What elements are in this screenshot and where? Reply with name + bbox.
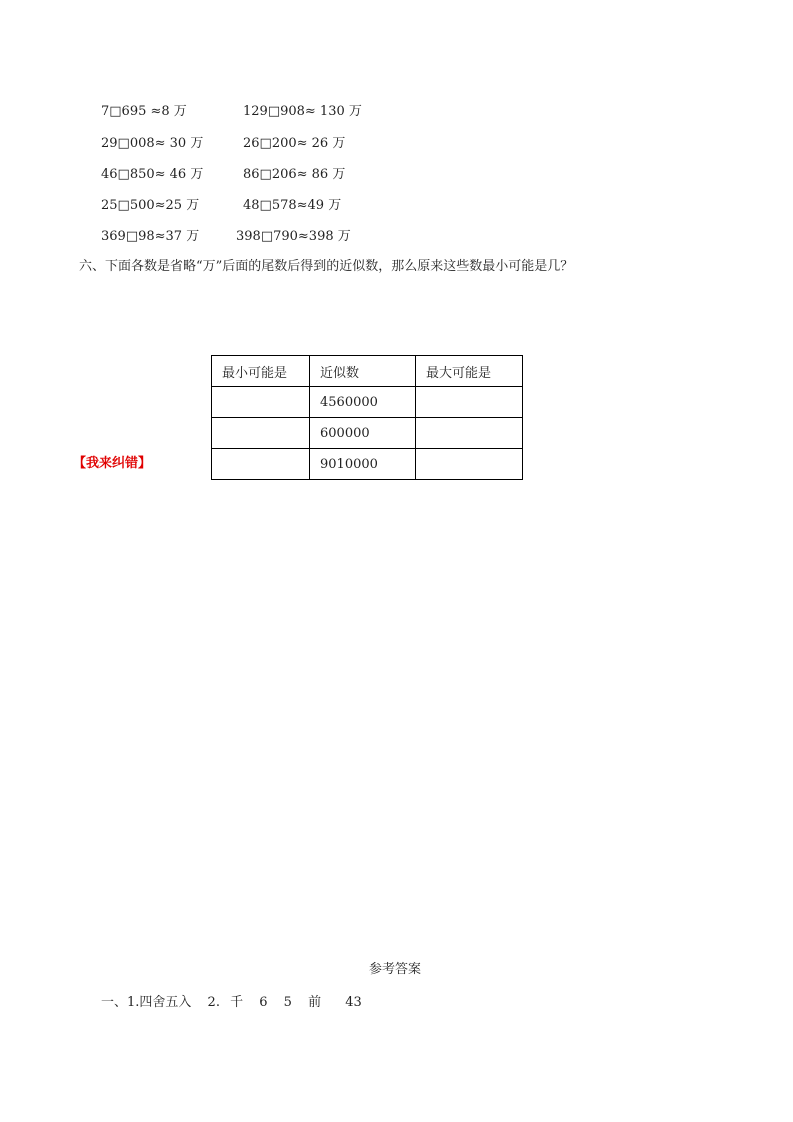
- answer-item: 前: [308, 995, 322, 1010]
- cell-max[interactable]: [416, 449, 523, 480]
- answer-title: 参考答案: [369, 962, 422, 977]
- exercise-left: 25□500≈25 万: [101, 198, 200, 213]
- exercise-right: 129□908≈ 130 万: [243, 104, 362, 119]
- table-header-row: [212, 356, 523, 387]
- cell-approx: 600000: [310, 418, 416, 449]
- header-approx: 近似数: [310, 356, 416, 387]
- exercise-left: 369□98≈37 万: [101, 229, 200, 244]
- exercise-right: 26□200≈ 26 万: [243, 136, 346, 151]
- correct-mistakes-label: 【我来纠错】: [73, 456, 152, 471]
- exercise-right: 86□206≈ 86 万: [243, 167, 346, 182]
- cell-min[interactable]: [212, 387, 310, 418]
- exercise-left: 29□008≈ 30 万: [101, 136, 204, 151]
- answer-item: 千: [230, 995, 244, 1010]
- cell-approx: 4560000: [310, 387, 416, 418]
- header-max: 最大可能是: [416, 356, 523, 387]
- answer-item: 一、1.四舍五入: [101, 995, 192, 1010]
- exercise-right: 398□790≈398 万: [236, 229, 351, 244]
- table-row: [212, 418, 523, 449]
- approximation-table: [211, 355, 523, 480]
- cell-approx: 9010000: [310, 449, 416, 480]
- cell-max[interactable]: [416, 387, 523, 418]
- question-six: 六、下面各数是省略“万”后面的尾数后得到的近似数，那么原来这些数最小可能是几？: [79, 259, 574, 274]
- exercise-left: 7□695 ≈8 万: [101, 104, 187, 119]
- answer-item: 43: [345, 995, 362, 1010]
- answer-item: 2.: [207, 995, 220, 1010]
- table-row: [212, 387, 523, 418]
- exercise-right: 48□578≈49 万: [243, 198, 342, 213]
- table-row: [212, 449, 523, 480]
- answer-item: 5: [283, 995, 292, 1010]
- exercise-left: 46□850≈ 46 万: [101, 167, 204, 182]
- cell-max[interactable]: [416, 418, 523, 449]
- cell-min[interactable]: [212, 418, 310, 449]
- answer-line: [101, 991, 374, 1010]
- answer-item: 6: [259, 995, 268, 1010]
- cell-min[interactable]: [212, 449, 310, 480]
- header-min: 最小可能是: [212, 356, 310, 387]
